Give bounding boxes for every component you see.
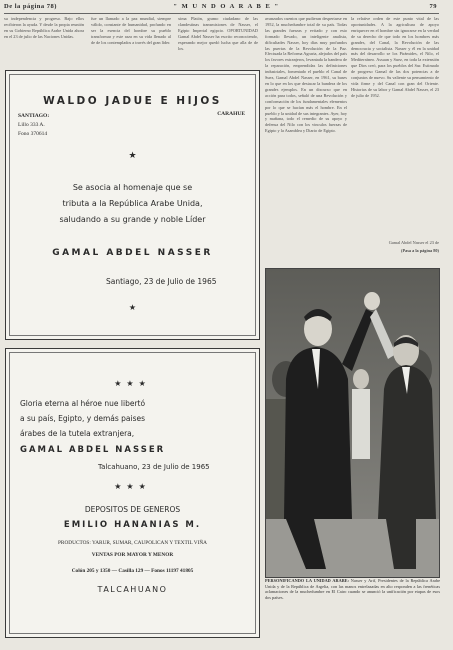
tribute-line-2: tributa a la República Arabe Unida, (62, 199, 203, 208)
star-icon: ★ (128, 303, 137, 312)
text-column-1: su independencia y progreso. Bajo ellos recibieron la ayuda. Y desde la propia reunión en su Gobierno República Arabe Unida ahora en el 23 de julio de las Naciones Unidas. (4, 16, 84, 39)
leader-name: GAMAL ABDEL NASSER (20, 445, 166, 455)
stars-icon: ★★★ (114, 379, 151, 388)
street-right: CARAHUE (217, 111, 245, 117)
products-line: PRODUCTOS: YARUR, SUMAR, CAUPOLICAN Y TEXTIL VIÑA (57, 540, 207, 546)
text-column-3: xima Platón, gramo ciudadano de las clandestinas transmisiones de Nasser, el Egipto Imperial egipcio. OPORTUNIDAD Gamal Abdel Nasser ha escrito reconociendo, esperando mejor quedó lucha que alla de de los. (178, 16, 258, 51)
tribute-line-3: árabes de la tutela extranjera, (20, 429, 135, 438)
sales-line: VENTAS POR MAYOR Y MENOR (91, 552, 174, 558)
caption-text: Nasser y Arif, Presidentes de la República Arabe Unida y de la República de Argelia, con las manos entrelazadas en alto responden a las frenéticas aclamaciones de la muchedumbre en El Cairo cuando se anunció la unificación por etapas de esos dos países. (265, 578, 441, 600)
caption-title: PERSONIFICANDO LA UNIDAD ARABE: (265, 578, 349, 583)
text-column-4: avanzados cuentos que pudieran despertarse en 1952, la muchedumbre total de su país. Todas las grandes fuerzas y evitado y con esto formado llevado, un inteligente analista, dificultades Nasser, hoy días muy profundos las puertas de la Revolución de la Paz. Efectuada la Reforma Agraria, alejados del país los favores extranjeros, levantada la bandera de la reparación, emprendidas las definiciones industriales, fomentado el pueblo el Canal de Suez, Gamal Abdel Nasser, en 1961, su bases en lo que en los que destacar la bandera de los grandes ejemplos. En un discurso que en acción para todos, señaló de una Revolución y conformación de los fundamentales elementos por lo que se hacían más el hombre. En el pueblo y la unidad de sus integrantes. Ayer, hoy y mañana, todo el remedio de su apoyo y defensa del Nilo con los vinculos fuerzas de Egipto y la Asamblea y Diario de Egipto. (265, 16, 347, 134)
city-name: TALCAHUANO (97, 585, 168, 594)
header-rule (4, 13, 439, 14)
tribute-line-1: Gloria eterna al héroe nue libertó (20, 399, 146, 408)
continued-to: (Pasa a la página 80) (401, 248, 439, 253)
store-name: DEPOSITOS DE GENEROS (84, 505, 181, 514)
tribute-line-3: saludando a su grande y noble Líder (59, 215, 206, 224)
publication-title: " M U N D O A R A B E " (173, 3, 280, 10)
advertisement-jadue (5, 70, 260, 340)
advertisement-hananias (5, 348, 260, 638)
text-column-5: la relative orden de este punto vital de las oportunidades. A la agricultura de apoyo enriquecer en el hombre sin ignorarse en la verdad de su derecho de que todo en los hombres más grandes, del Canal, la Revolución de las democracia y socialista. Nasser y él en la unidad más del desarrollo se los Pirámides, el Nilo, el Mediterráneo. Assuan y Suez, en toda la extensión que Dios creó, para los pueblos del Sur. Estimado de progreso Gamal de las dos potencias a de conjuntos de nuevo. Su valiente su pensamiento de vida firme y del Canal con gran del Oriente. Historias de su labor y Gamal Abdel Nasser, el 23 de julio de 1952. (351, 16, 439, 98)
photo-caption (265, 578, 440, 600)
page-header (0, 3, 453, 13)
tribute-line-2: a su país, Egipto, y demás paises (20, 414, 146, 423)
leader-name: GAMAL ABDEL NASSER (52, 248, 213, 258)
tribute-line-1: Se asocia al homenaje que se (72, 183, 193, 192)
phone: Fono 370614 (18, 131, 48, 137)
address: Lillo 333 A. (18, 122, 45, 128)
ad-date: Talcahuano, 23 de Julio de 1965 (98, 463, 210, 471)
owner-name: EMILIO HANANIAS M. (63, 520, 202, 530)
page-number: 79 (429, 3, 437, 10)
company-name: WALDO JADUE E HIJOS (43, 95, 222, 107)
ad-date: Santiago, 23 de Julio de 1965 (106, 277, 217, 286)
text-column-2: fue un llamado a la paz mundial, siempre válido, constante de humanidad, profundo en ser la esencia del hombre su pueblo transformar y este raza en su vida llenado al de de los contemplados a través del gran líder. (91, 16, 171, 45)
contact-line: Colón 205 y 1350 — Casilla 129 — Fonos 11197 41805 (71, 568, 194, 574)
city-label: SANTIAGO: (18, 113, 50, 119)
star-icon: ★ (128, 151, 137, 161)
news-photo (265, 268, 440, 578)
signature-line: Gamal Abdel Nasser el 23 de (388, 240, 439, 245)
photo-illustration (266, 269, 439, 577)
continued-note: De la página 78) (4, 3, 57, 10)
stars-icon: ★★★ (114, 482, 151, 491)
